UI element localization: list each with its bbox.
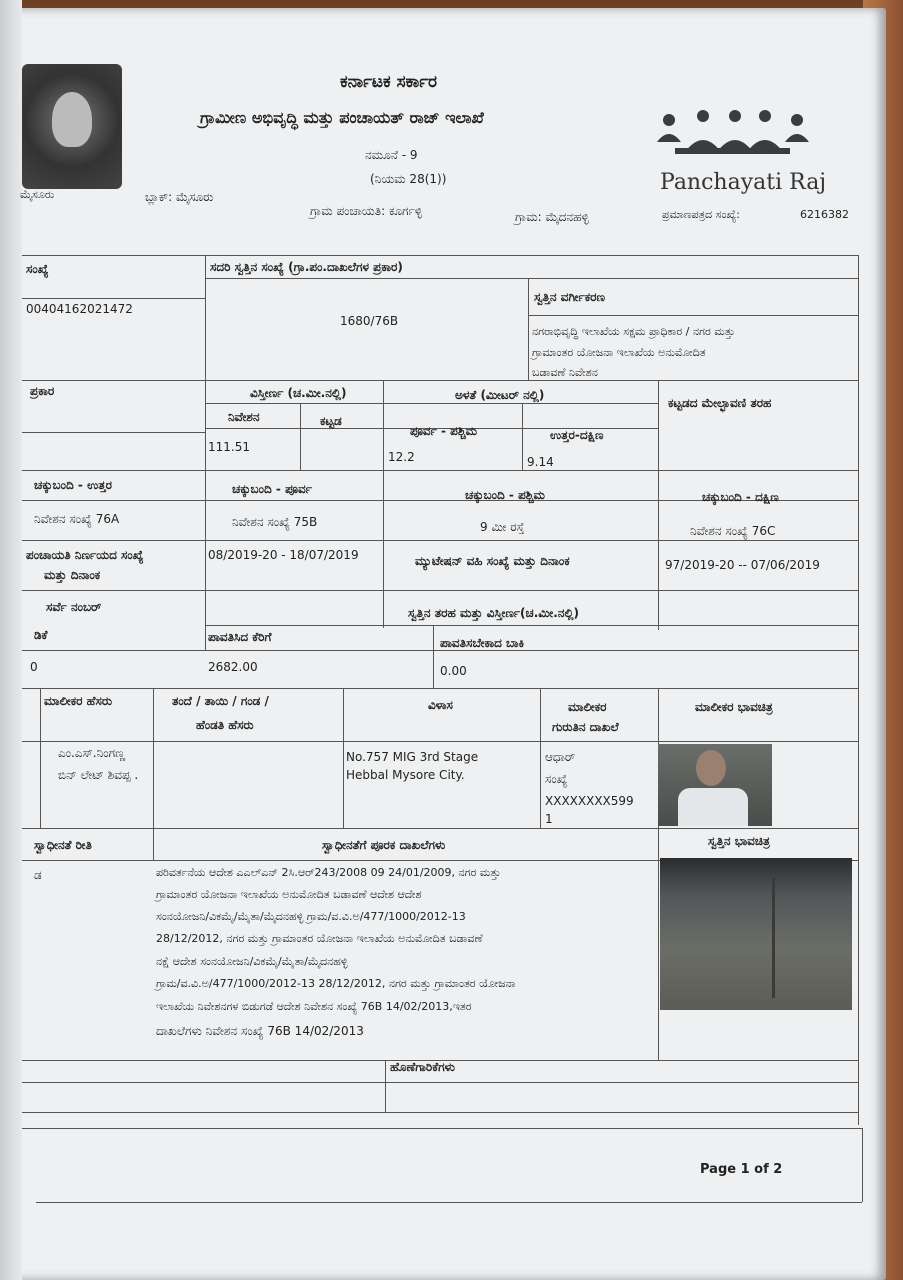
relation-label-2: ಹೆಂಡತಿ ಹೆಸರು — [196, 718, 254, 732]
doc-line: 28/12/2012, ನಗರ ಮತ್ತು ಗ್ರಾಮಾಂತರ ಯೋಜನಾ ಇಲಾಖೆಯ ಅನುಮೋದಿತ ಬಡಾವಣೆ — [156, 932, 483, 945]
tax-paid-label: ಪಾವತಿಸಿದ ಕೆರಿಗೆ — [208, 630, 272, 644]
possession-docs-label: ಸ್ವಾಧೀನತೆಗೆ ಪೂರಕ ದಾಖಲೆಗಳು — [322, 838, 446, 852]
north-south-value: 9.14 — [527, 455, 554, 469]
tax-due-value: 0.00 — [440, 664, 467, 678]
logo-text: Panchayati Raj — [660, 170, 827, 195]
owner-id-number: XXXXXXXX599 — [545, 794, 634, 808]
block-label: ಬ್ಲಾಕ್: ಮೈಸೂರು — [145, 190, 214, 204]
owner-id-label-2: ಗುರುತಿನ ದಾಖಲೆ — [552, 720, 619, 734]
type-area-label: ಸ್ವತ್ತಿನ ತರಹ ಮತ್ತು ವಿಸ್ತೀರ್ಣ(ಚ.ಮೀ.ನಲ್ಲಿ) — [408, 606, 580, 620]
site-label: ನಿವೇಶನ — [228, 410, 260, 424]
boundary-south-label: ಚಕ್ಕುಬಂದಿ - ದಕ್ಷಿಣ — [702, 490, 779, 504]
type-label: ಪ್ರಕಾರ — [30, 384, 55, 398]
boundary-west-value: 9 ಮೀ ರಸ್ತೆ — [480, 520, 525, 534]
page-binding-edge — [0, 0, 22, 1280]
east-west-value: 12.2 — [388, 450, 415, 464]
owner-id-label: ಮಾಲೀಕರ — [568, 700, 607, 714]
owner-id-type-2: ಸಂಖ್ಯೆ — [545, 772, 568, 786]
dimensions-label: ಅಳತೆ (ಮೀಟರ್ ನಲ್ಲಿ) — [455, 388, 545, 402]
property-number-label: ಸದರಿ ಸ್ವತ್ತಿನ ಸಂಖ್ಯೆ (ಗ್ರಾ.ಪಂ.ದಾಖಲೆಗಳ ಪ್ರಕಾರ) — [210, 260, 403, 274]
owner-photo — [658, 744, 772, 826]
doc-line: ಸಂನಯೋಜನಿ/ವಿಕಮೈ/ಮೈತಾ/ಮೈದನಹಳ್ಳಿ ಗ್ರಾಮ/ವ.ವಿ.ಅ/477/1000/2012-13 — [156, 910, 466, 923]
boundary-north-value: ನಿವೇಶನ ಸಂಖ್ಯೆ 76A — [34, 512, 120, 526]
property-number-value: 1680/76B — [340, 314, 399, 328]
east-west-label: ಪೂರ್ವ - ಪಶ್ಚಿಮ — [410, 424, 478, 438]
boundary-west-label: ಚಕ್ಕುಬಂದಿ - ಪಶ್ಚಿಮ — [465, 488, 545, 502]
classification-value-1: ನಗರಾಭಿವೃದ್ಧಿ ಇಲಾಖೆಯ ಸಕ್ಷಮ ಪ್ರಾಧಿಕಾರ / ನಗರ ಮತ್ತು — [532, 325, 735, 338]
owner-name-label: ಮಾಲೀಕರ ಹೆಸರು — [44, 694, 113, 708]
tax-due-label: ಪಾವತಿಸಬೇಕಾದ ಬಾಕಿ — [440, 636, 525, 650]
doc-line: ದಾಖಲೆಗಳು ನಿವೇಶನ ಸಂಖ್ಯೆ 76B 14/02/2013 — [156, 1024, 364, 1038]
mutation-label: ಮ್ಯುಟೇಷನ್ ವಹಿ ಸಂಖ್ಯೆ ಮತ್ತು ದಿನಾಂಕ — [415, 554, 570, 568]
govt-title: ಕರ್ನಾಟಕ ಸರ್ಕಾರ — [340, 72, 438, 92]
owner-address-1: No.757 MIG 3rd Stage — [346, 750, 479, 764]
rule-number: (ನಿಯಮ 28(1)) — [370, 172, 447, 186]
liabilities-label: ಹೊಣೆಗಾರಿಕೆಗಳು — [390, 1060, 455, 1074]
department-title: ಗ್ರಾಮೀಣ ಅಭಿವೃದ್ಧಿ ಮತ್ತು ಪಂಚಾಯತ್ ರಾಜ್ ಇಲಾಖೆ — [200, 108, 484, 127]
doc-line: ಗ್ರಾಮಾಂತರ ಯೋಜನಾ ಇಲಾಖೆಯ ಅನುಮೋದಿತ ಬಡಾವಣೆ ಆದೇಶ ಆದೇಶ — [156, 888, 422, 901]
possession-mode-value: ಡ — [34, 868, 42, 882]
resolution-label: ಪಂಚಾಯತಿ ನಿರ್ಣಯದ ಸಂಖ್ಯೆ — [26, 548, 144, 562]
tax-paid-value: 2682.00 — [208, 660, 258, 674]
boundary-south-value: ನಿವೇಶನ ಸಂಖ್ಯೆ 76C — [690, 524, 776, 538]
property-photo-label: ಸ್ವತ್ತಿನ ಭಾವಚಿತ್ರ — [708, 834, 770, 848]
classification-value-3: ಬಡಾವಣೆ ನಿವೇಶನ — [532, 366, 598, 379]
tax-left-label: ಡಿಕೆ — [34, 628, 48, 642]
owner-id-type: ಆಧಾರ್ — [545, 750, 576, 764]
boundary-east-label: ಚಕ್ಕುಬಂದಿ - ಪೂರ್ವ — [232, 482, 312, 496]
north-south-label: ಉತ್ತರ-ದಕ್ಷಿಣ — [550, 428, 604, 442]
owner-photo-label: ಮಾಲೀಕರ ಭಾವಚಿತ್ರ — [695, 700, 773, 714]
address-label: ವಿಳಾಸ — [428, 698, 453, 712]
area-label: ವಿಸ್ತೀರ್ಣ (ಚ.ಮೀ.ನಲ್ಲಿ) — [250, 386, 347, 400]
id-value: 00404162021472 — [26, 302, 133, 316]
doc-line: ಗ್ರಾಮ/ವ.ವಿ.ಅ/477/1000/2012-13 28/12/2012, ನಗರ ಮತ್ತು ಗ್ರಾಮಾಂತರ ಯೋಜನಾ — [156, 977, 516, 990]
mutation-value: 97/2019-20 -- 07/06/2019 — [665, 558, 820, 572]
panchayati-raj-logo-icon — [655, 108, 810, 168]
owner-name-2: ಬಿನ್ ಲೇಟ್ ಶಿವಪ್ಪ . — [58, 768, 139, 782]
page-number: Page 1 of 2 — [700, 1162, 783, 1177]
cert-no-label: ಪ್ರಮಾಣಪತ್ರದ ಸಂಖ್ಯೆ: — [662, 208, 741, 221]
owner-name: ಎಂ.ಎಸ್.ನಿಂಗಣ್ಣ — [58, 746, 126, 760]
doc-line: ನಕ್ಷೆ ಆದೇಶ ಸಂನಯೋಜನಿ/ವಿಕಮೈ/ಮೈತಾ/ಮೈದನಹಳ್ಳಿ — [156, 955, 348, 968]
survey-number-label: ಸರ್ವೆ ನಂಬರ್ — [46, 600, 102, 614]
relation-label: ತಂದೆ / ತಾಯಿ / ಗಂಡ / — [172, 694, 269, 708]
karnataka-emblem-icon — [22, 64, 122, 189]
resolution-label-2: ಮತ್ತು ದಿನಾಂಕ — [44, 568, 101, 582]
cert-no: 6216382 — [800, 208, 849, 221]
classification-value-2: ಗ್ರಾಮಾಂತರ ಯೋಜನಾ ಇಲಾಖೆಯ ಅನುಮೋದಿತ — [532, 346, 706, 359]
owner-address-2: Hebbal Mysore City. — [346, 768, 465, 782]
building-label: ಕಟ್ಟಡ — [320, 414, 342, 428]
boundary-east-value: ನಿವೇಶನ ಸಂಖ್ಯೆ 75B — [232, 515, 318, 529]
id-label: ಸಂಖ್ಯೆ — [26, 262, 49, 276]
village-label: ಗ್ರಾಮ: ಮೈದನಹಳ್ಳಿ — [515, 210, 589, 224]
classification-label: ಸ್ವತ್ತಿನ ವರ್ಗೀಕರಣ — [534, 290, 605, 304]
gram-panchayat-label: ಗ್ರಾಮ ಪಂಚಾಯತಿ: ಕೂರ್ಗಳ್ಳಿ — [310, 204, 423, 218]
possession-mode-label: ಸ್ವಾಧೀನತೆ ರೀತಿ — [34, 838, 92, 852]
site-area-value: 111.51 — [208, 440, 250, 454]
doc-line: ಇಲಾಖೆಯ ನಿವೇಶನಗಳ ಬಿಡುಗಡೆ ಆದೇಶ ನಿವೇಶನ ಸಂಖ್ಯೆ 76B 14/02/2013,ಇತರ — [156, 1000, 472, 1013]
roof-type-label: ಕಟ್ಟಡದ ಮೇಲ್ಛಾವಣಿ ತರಹ — [668, 396, 772, 410]
form-number: ನಮೂನೆ - 9 — [365, 148, 418, 162]
emblem-caption: ಮೈಸೂರು — [20, 188, 55, 201]
boundary-north-label: ಚಕ್ಕುಬಂದಿ - ಉತ್ತರ — [34, 478, 112, 492]
resolution-value: 08/2019-20 - 18/07/2019 — [208, 548, 359, 562]
owner-id-number-2: 1 — [545, 812, 553, 826]
tax-left-value: 0 — [30, 660, 38, 674]
property-photo — [660, 858, 852, 1010]
doc-line: ಪರಿವರ್ತನೆಯ ಆದೇಶ ಎಎಲ್ಎನ್ 2ಸಿ.ಆರ್243/2008 09 24/01/2009, ನಗರ ಮತ್ತು — [156, 866, 501, 879]
